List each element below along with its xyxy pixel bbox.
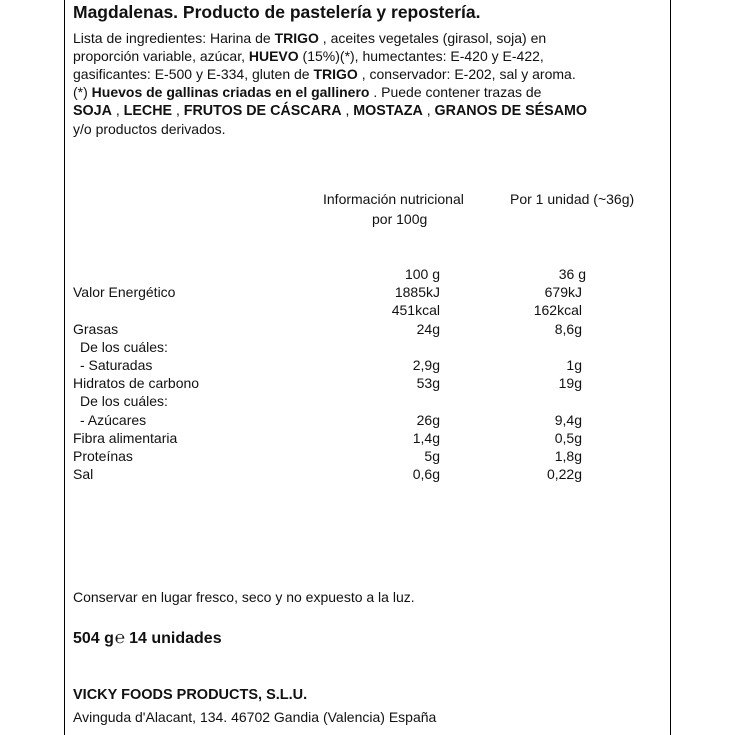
nutrient-value-per-100g: 5g — [424, 448, 440, 464]
nutrient-value-per-unit: 0,22g — [546, 466, 582, 482]
ingredients-text: proporción variable, azúcar, — [73, 48, 249, 64]
header-per-100g-line-2: por 100g — [372, 211, 428, 227]
base-per-unit: 36 g — [558, 266, 586, 282]
allergen-mostaza: MOSTAZA — [353, 103, 423, 119]
allergen-sesamo: GRANOS DE SÉSAMO — [434, 103, 588, 119]
separator: , — [341, 102, 354, 118]
ingredients-text: (*) — [73, 84, 92, 100]
nutrient-value-per-unit: 0,5g — [554, 430, 582, 446]
nutrient-value-per-unit: 1,8g — [554, 448, 582, 464]
allergen-trigo: TRIGO — [274, 30, 319, 46]
ingredients-text: (15%)(*), humectantes: E-420 y E-422, — [298, 48, 544, 64]
nutrient-label: Grasas — [73, 321, 119, 337]
ingredients-line-3 — [73, 65, 669, 83]
company-address: Avinguda d'Alacant, 134. 46702 Gandia (Valencia) España — [73, 709, 437, 725]
ingredients-text: , aceites vegetales (girasol, soja) en — [318, 30, 547, 46]
separator: , — [172, 102, 184, 118]
nutrient-label: Hidratos de carbono — [73, 375, 200, 391]
allergen-trigo: TRIGO — [313, 66, 358, 82]
nutrient-value-per-100g: 26g — [416, 412, 440, 428]
ingredients-block — [73, 29, 669, 138]
allergen-frutos-cascara: FRUTOS DE CÁSCARA — [183, 103, 342, 119]
ingredients-text: gasificantes: E-500 y E-334, gluten de — [73, 66, 314, 82]
nutrient-value-per-unit: 162kcal — [533, 302, 582, 318]
nutrient-value-per-100g: 1,4g — [412, 430, 440, 446]
ingredients-line-6: y/o productos derivados. — [73, 121, 226, 137]
ingredients-line-2 — [73, 47, 669, 65]
nutrient-label: Fibra alimentaria — [73, 430, 178, 446]
nutrient-value-per-unit: 1g — [566, 357, 582, 373]
net-weight: 504 g — [73, 630, 114, 647]
estimated-sign-icon: ℮ — [114, 628, 126, 647]
nutrient-value-per-100g: 2,9g — [412, 357, 440, 373]
nutrient-value-per-unit: 679kJ — [544, 284, 582, 300]
nutrient-label: Valor Energético — [73, 284, 176, 300]
net-weight-line — [73, 628, 222, 648]
company-name: VICKY FOODS PRODUCTS, S.L.U. — [73, 687, 308, 703]
nutrient-value-per-unit: 8,6g — [554, 321, 582, 337]
nutrient-label: - Azúcares — [80, 412, 147, 428]
separator: , — [422, 102, 435, 118]
nutrient-value-per-100g: 53g — [416, 375, 440, 391]
nutrient-label: Proteínas — [73, 448, 133, 464]
storage-instructions: Conservar en lugar fresco, seco y no expuesto a la luz. — [73, 589, 415, 605]
nutrient-label: - Saturadas — [80, 357, 153, 373]
allergen-soja: SOJA — [73, 103, 112, 119]
nutrient-label: De los cuáles: — [80, 339, 168, 355]
ingredients-line-1 — [73, 29, 669, 47]
allergen-huevo: HUEVO — [248, 48, 299, 64]
unit-count: 14 unidades — [129, 630, 222, 647]
allergen-leche: LECHE — [123, 103, 173, 119]
nutrient-label: Sal — [73, 466, 94, 482]
nutrient-label: De los cuáles: — [80, 393, 168, 409]
nutrient-value-per-unit: 9,4g — [554, 412, 582, 428]
nutrient-value-per-100g: 24g — [416, 321, 440, 337]
ingredients-line-4 — [73, 83, 669, 101]
nutrient-value-per-100g: 0,6g — [412, 466, 440, 482]
ingredients-text: . Puede contener trazas de — [369, 84, 542, 100]
nutrient-value-per-100g: 451kcal — [391, 302, 440, 318]
nutrient-value-per-100g: 1885kJ — [394, 284, 440, 300]
product-title: Magdalenas. Producto de pastelería y repostería. — [73, 2, 481, 22]
ingredients-text: Lista de ingredientes: Harina de — [73, 30, 275, 46]
header-per-100g-line-1: Información nutricional — [323, 191, 464, 207]
egg-origin-note: Huevos de gallinas criadas en el gallinero — [91, 84, 370, 100]
separator: , — [111, 102, 124, 118]
base-per-100g: 100 g — [404, 266, 440, 282]
ingredients-text: , conservador: E-202, sal y aroma. — [357, 66, 576, 82]
nutrient-value-per-unit: 19g — [558, 375, 582, 391]
header-per-unit: Por 1 unidad (~36g) — [510, 191, 635, 207]
ingredients-line-5 — [73, 101, 669, 120]
